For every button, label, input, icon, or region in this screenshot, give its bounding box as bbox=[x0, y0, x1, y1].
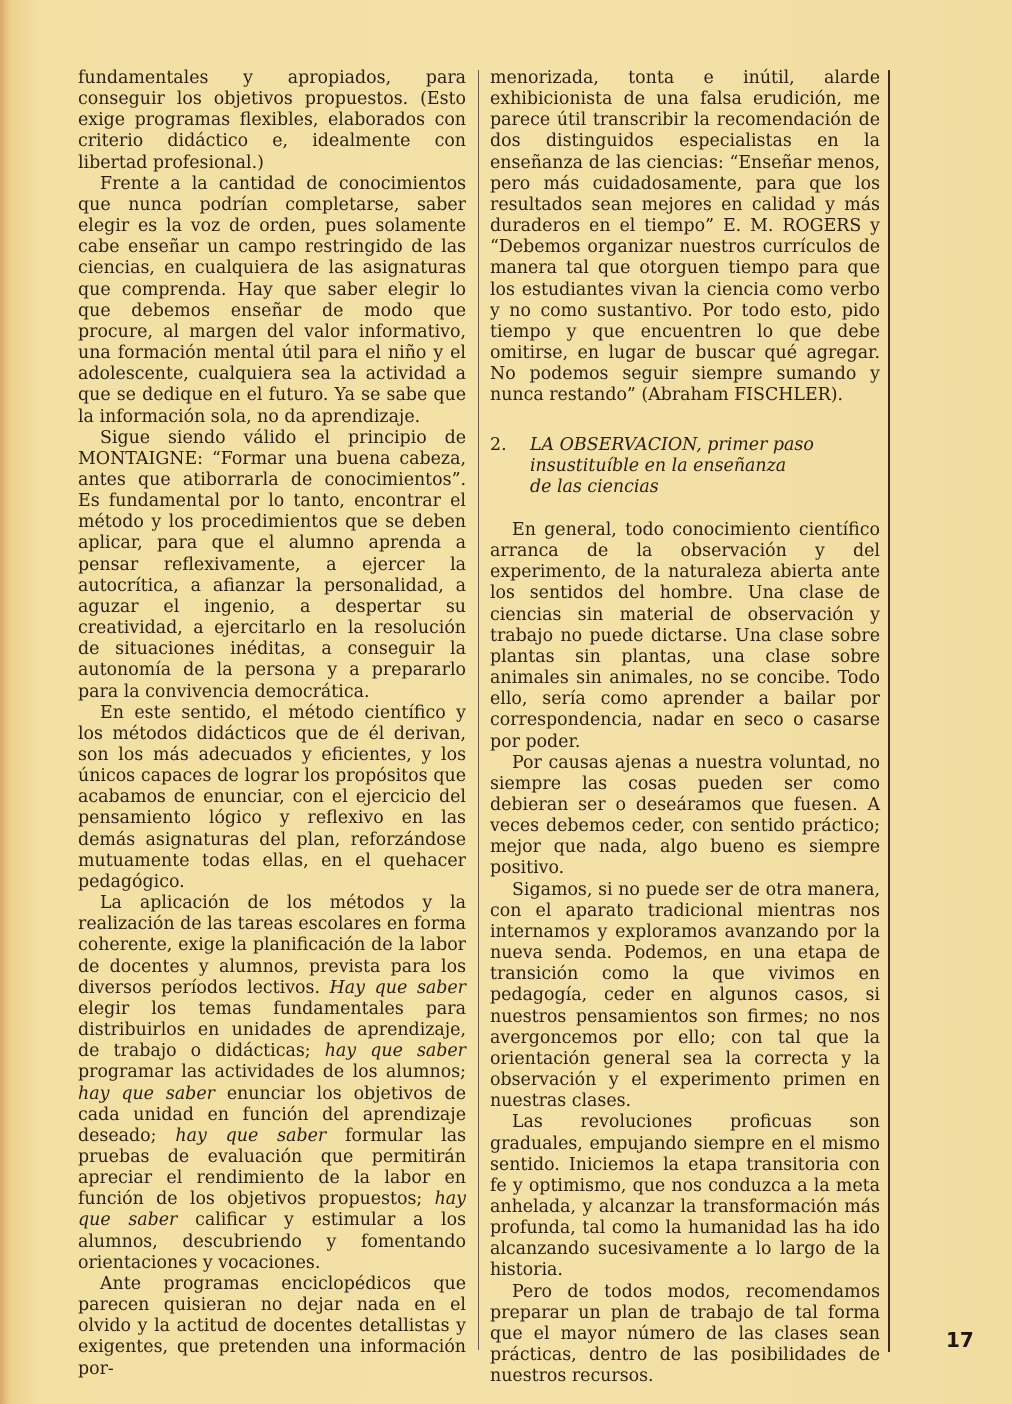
emphasis: hay que saber bbox=[78, 1083, 215, 1104]
section-heading bbox=[490, 435, 880, 498]
paragraph: fundamentales y apropiados, para conseguir los objetivos propuestos. (Esto exige programas flexibles, elaborados con criterio didáctico e, idealmente con libertad profesional.) bbox=[78, 68, 466, 173]
text-run: calificar y estimular a los alumnos, descubriendo y fomentando orientaciones y vocaciones. bbox=[78, 1210, 467, 1273]
text-run: enunciar los objetivos de cada unidad en función del aprendizaje deseado; bbox=[78, 1083, 466, 1146]
emphasis: hay que saber bbox=[324, 1041, 466, 1062]
section-title-line: de las ciencias bbox=[530, 476, 659, 497]
paragraph: Frente a la cantidad de conocimientos que nunca podrían completarse, saber elegir es la voz de orden, pues solamente cabe enseñar un campo restringido de las ciencias, en cualquiera de las asignaturas que comprenda. Hay que saber elegir lo que debemos enseñar de modo que procure, al margen del valor informativo, una formación mental útil para el niño y el adolescente, cualquiera sea la actividad a que se dedique en el futuro. Ya se sabe que la información sola, no da aprendizaje. bbox=[78, 173, 466, 427]
paragraph: Sigamos, si no puede ser de otra manera, con el aparato tradicional mientras nos internamos y exploramos avanzando por la nueva senda. Podemos, en una etapa de transición como la que vivimos en pedagogía, ceder en algunos casos, si nuestros pensamientos son firmes; no nos avergoncemos por ello; con tal que la orientación general sea la correcta y la observación y el experimento primen en nuestras clases. bbox=[490, 879, 880, 1112]
paragraph: Las revoluciones proficuas son graduales, empujando siempre en el mismo sentido. Iniciemos la etapa transitoria con fe y optimismo, que nos conduzca a la meta anhelada, y alcanzar la transformación más profunda, tal como la humanidad las ha ido alcanzando sucesivamente a lo largo de la historia. bbox=[490, 1112, 880, 1281]
paragraph: Por causas ajenas a nuestra voluntad, no siempre las cosas pueden ser como debieran ser o deseáramos que fuesen. A veces debemos ceder, con sentido práctico; mejor que nada, algo bueno es siempre positivo. bbox=[490, 752, 880, 879]
right-margin-rule bbox=[888, 70, 890, 1352]
paragraph: En general, todo conocimiento científico arranca de la observación y del experimento, de la naturaleza abierta ante los sentidos del hombre. Una clase de ciencias sin material de observación y trabajo no puede dictarse. Una clase sobre plantas sin plantas, una clase sobre animales sin animales, no se concibe. Todo ello, sería como aprender a bailar por correspondencia, nadar en seco o casarse por poder. bbox=[490, 519, 880, 752]
text-run: elegir los temas fundamentales para distribuirlos en unidades de aprendizaje, de trabajo o didácticas; bbox=[78, 998, 466, 1062]
section-number: 2. bbox=[490, 434, 507, 455]
emphasis: Hay que saber bbox=[329, 977, 466, 998]
right-column bbox=[490, 68, 880, 1387]
text-run: formular las pruebas de evaluación que permitirán apreciar el rendimiento de la labor en función de los objetivos propuestos; bbox=[78, 1125, 467, 1210]
paragraph: Pero de todos modos, recomendamos preparar un plan de trabajo de tal forma que el mayor número de las clases sean prácticas, dentro de las posibilidades de nuestros recursos. bbox=[490, 1281, 880, 1387]
paragraph: Sigue siendo válido el principio de MONTAIGNE: “Formar una buena cabeza, antes que atiborrarla de conocimientos”. Es fundamental por lo tanto, encontrar el método y los procedimientos que se deben aplicar, para que el alumno aprenda a pensar reflexivamente, a ejercer la autocrítica, a afianzar la personalidad, a aguzar el ingenio, a despertar su creatividad, a ejercitarlo en la resolución de situaciones inéditas, a conseguir la autonomía de la persona y a prepararlo para la convivencia democrática. bbox=[78, 427, 466, 702]
paragraph: Ante programas enciclopédicos que parecen quisieran no dejar nada en el olvido y la actitud de docentes detallistas y exigentes, que pretenden una información por- bbox=[78, 1273, 466, 1379]
page-number: 17 bbox=[946, 1328, 974, 1352]
paragraph: menorizada, tonta e inútil, alarde exhibicionista de una falsa erudición, me parece útil transcribir la recomendación de dos distinguidos especialistas en la enseñanza de las ciencias: “Enseñar menos, pero más cuidadosamente, para que los resultados sean mejores en calidad y más duraderos en el tiempo” E. M. ROGERS y “Debemos organizar nuestros currículos de manera tal que otorguen tiempo para que los estudiantes vivan la ciencia como verbo y no como sustantivo. Por todo esto, pido tiempo y que encuentren lo que debe omitirse, en lugar de buscar qué agregar. No podemos seguir siempre sumando y nunca restando” (Abraham FISCHLER). bbox=[490, 68, 880, 406]
section-title-line: LA OBSERVACION, primer paso bbox=[530, 434, 814, 455]
emphasis: hay que saber bbox=[175, 1125, 327, 1146]
column-divider bbox=[478, 70, 479, 1350]
text-run: programar las actividades de los alumnos; bbox=[78, 1062, 466, 1083]
paragraph: En este sentido, el método científico y los métodos didácticos que de él derivan, son los más adecuados y eficientes, y los únicos capaces de lograr los propósitos que acabamos de enunciar, con el ejercicio del pensamiento lógico y reflexivo en las demás asignaturas del plan, reforzándose mutuamente todas ellas, en el quehacer pedagógico. bbox=[78, 702, 466, 892]
text-run: La aplicación de los métodos y la realización de las tareas escolares en forma coherente, exige la planificación de la labor de docentes y alumnos, prevista para los diversos períodos lectivos. bbox=[78, 893, 466, 998]
section-title bbox=[530, 435, 880, 498]
section-title-line: insustituíble en la enseñanza bbox=[530, 455, 787, 476]
paragraph bbox=[78, 893, 466, 1274]
left-column bbox=[78, 68, 466, 1380]
emphasis: hay que saber bbox=[78, 1189, 466, 1231]
